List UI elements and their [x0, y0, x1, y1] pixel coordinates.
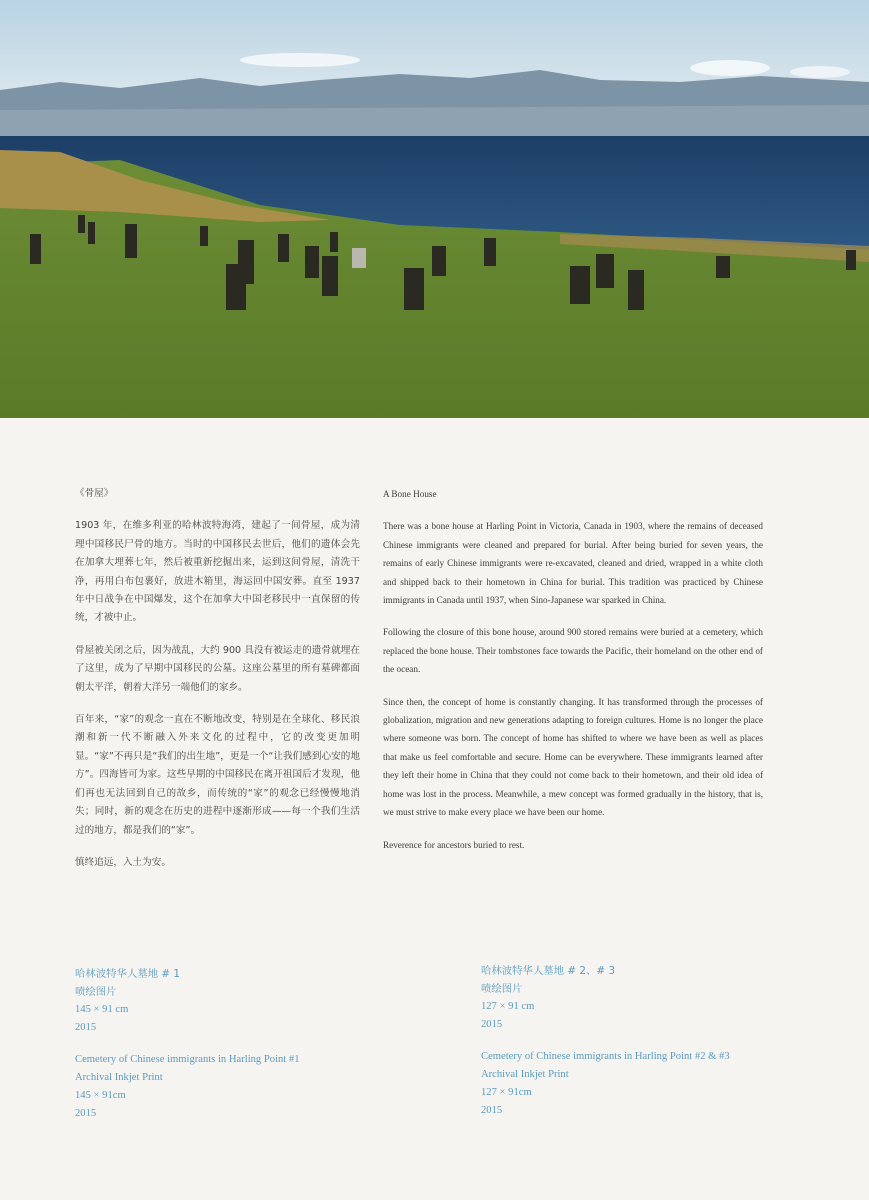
caption-cn-medium: 喷绘图片: [75, 986, 117, 998]
caption-en-medium: Archival Inkjet Print: [75, 1072, 163, 1083]
caption-en-medium: Archival Inkjet Print: [481, 1069, 569, 1080]
chinese-paragraph: 百年来，“家”的观念一直在不断地改变，特别是在全球化、移民浪潮和新一代不断融入外来文化的过程中，它的改变更加明显。“家”不再只是“我们的出生地”，更是一个“让我们感到心安的地方”。四海皆可为家。这些早期的中国移民在离开祖国后才发现，他们再也无法回到自己的故乡，而传统的“家”的观念已经慢慢地消失；同时，新的观念在历史的进程中逐渐形成——每一个我们生活过的地方，都是我们的“家”。: [75, 714, 360, 836]
chinese-paragraph: 骨屋被关闭之后，因为战乱，大约 900 具没有被运走的遗骨就埋在了这里，成为了早期中国移民的公墓。这座公墓里的所有墓碑都面朝太平洋，朝着大洋另一端他们的家乡。: [75, 644, 360, 693]
caption-cn-size: 127 × 91 cm: [481, 1001, 535, 1012]
caption-cn-title: 哈林波特华人墓地 # 2、# 3: [481, 965, 616, 977]
caption-cn-medium: 喷绘图片: [481, 983, 523, 995]
english-title: A Bone House: [383, 489, 437, 499]
caption-en-size: 145 × 91cm: [75, 1090, 126, 1101]
chinese-text-column: [75, 485, 360, 886]
landscape-illustration: [0, 0, 869, 418]
caption-cn-size: 145 × 91 cm: [75, 1004, 129, 1015]
chinese-paragraph: 1903 年，在维多利亚的哈林波特海湾，建起了一间骨屋，成为清理中国移民尸骨的地方。当时的中国移民去世后，他们的遗体会先在加拿大埋葬七年，然后被重新挖掘出来，运到这间骨屋，清洗干净，再用白布包裹好，放进木箱里，海运回中国安葬。直至 1937 年中日战争在中国爆发，这个在加拿大中国老移民中一直保留的传统，才被中止。: [75, 520, 360, 624]
caption-cn-title: 哈林波特华人墓地 # 1: [75, 968, 181, 980]
english-paragraph: There was a bone house at Harling Point in Victoria, Canada in 1903, where the remains of deceased Chinese immigrants were cleaned and prepared for burial. After being buried for seven years, the remains of early Chinese immigrants were re-excavated, cleaned and dried, wrapped in a white cloth and shipped back to their hometown in China for burial. This tradition was practiced by Chinese immigrants in Canada until 1937, when Sino-Japanese war sparked in China.: [383, 521, 763, 606]
caption-en-title: Cemetery of Chinese immigrants in Harling Point #2 & #3: [481, 1051, 730, 1062]
cemetery-photo: [0, 0, 869, 418]
chinese-title: 《骨屋》: [75, 488, 114, 499]
caption-cn-year: 2015: [75, 1022, 97, 1033]
english-paragraph: Since then, the concept of home is constantly changing. It has transformed through the processes of globalization, migration and new generations adapting to foreign cultures. Home is no longer the place where someone was born. The concept of home has shifted to where we have been as well as places that make us feel comfortable and secure. Home can be everywhere. These immigrants learned after they left their home in China that they could not come back to their hometown, and their old idea of home was lost in the process. Meanwhile, a mew concept was formed gradually in the history, that is, we must strive to make every place we have been our home.: [383, 696, 763, 818]
english-text-column: [383, 485, 763, 868]
caption-left: [75, 965, 300, 1123]
english-paragraph: Following the closure of this bone house, around 900 stored remains were buried at a cemetery, which replaced the bone house. Their tombstones face towards the Pacific, their homeland on the other end of the ocean.: [383, 627, 763, 675]
caption-en-year: 2015: [481, 1105, 503, 1116]
caption-cn-year: 2015: [481, 1019, 503, 1030]
english-paragraph: Reverence for ancestors buried to rest.: [383, 839, 525, 850]
caption-en-title: Cemetery of Chinese immigrants in Harling Point #1: [75, 1054, 300, 1065]
caption-right: [481, 962, 730, 1120]
caption-en-year: 2015: [75, 1108, 97, 1119]
caption-en-size: 127 × 91cm: [481, 1087, 532, 1098]
chinese-paragraph: 慎终追远，入土为安。: [75, 856, 171, 868]
